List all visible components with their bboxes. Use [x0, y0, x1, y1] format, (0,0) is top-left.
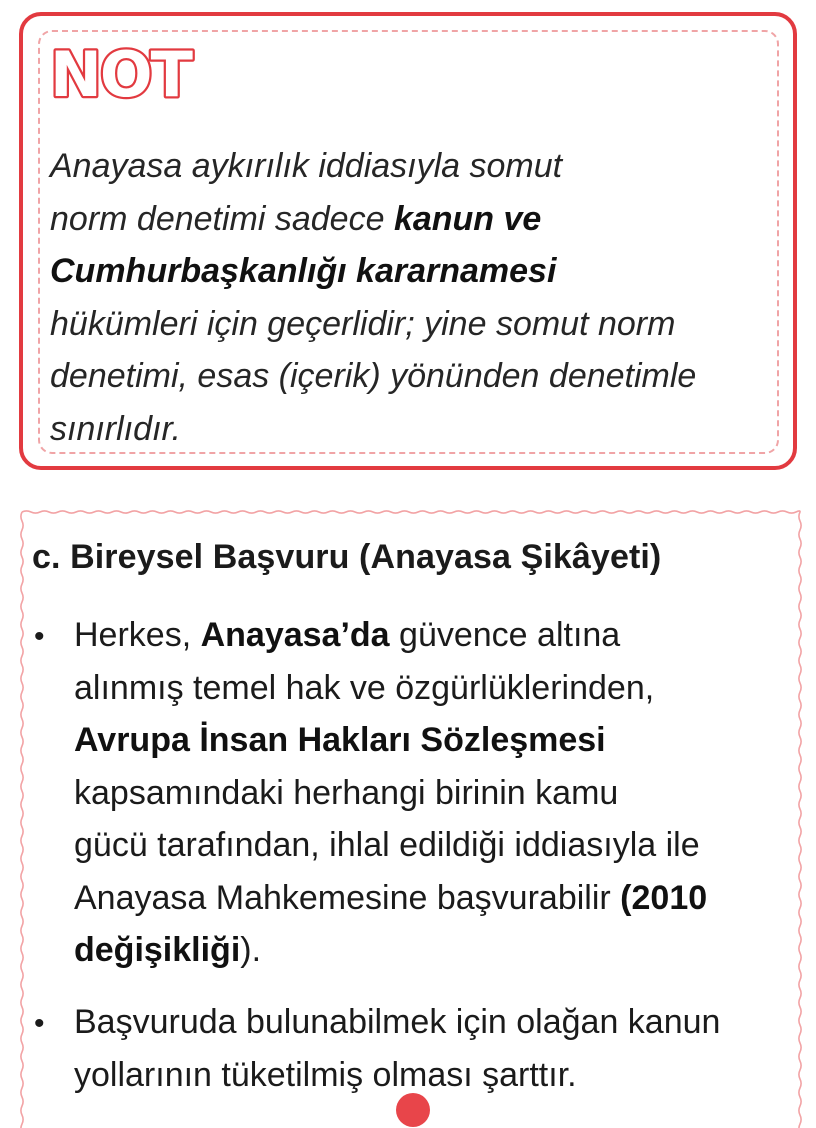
bullet-marker: •: [34, 620, 45, 653]
text-segment: Anayasa Mahkemesine başvurabilir: [74, 878, 621, 917]
text-segment: kapsamındaki herhangi birinin kamu: [74, 773, 619, 812]
text-segment: gücü tarafından, ihlal edildiği iddiasıyla ile: [74, 826, 700, 864]
note-line: [50, 245, 780, 298]
bold-text: değişikliği: [74, 931, 241, 969]
note-line: [50, 193, 780, 246]
text-segment: sınırlıdır.: [50, 409, 181, 448]
bold-text: kanun ve: [393, 199, 542, 238]
bullet-1-line: [74, 819, 794, 872]
bullet-1-line: [74, 609, 794, 662]
bullet-marker: •: [34, 1007, 45, 1040]
bold-text: (2010: [620, 878, 708, 917]
text-segment: denetimi, esas (içerik) yönünden denetimle: [50, 357, 697, 395]
text-segment: hükümleri için geçerlidir; yine somut norm: [50, 304, 676, 343]
bullet-1-line: [74, 872, 794, 925]
note-title: [44, 38, 204, 106]
note-body: [50, 140, 780, 455]
bullet-paragraph-2: [74, 996, 794, 1101]
note-line: [50, 298, 780, 351]
bullet-2-line: [74, 1049, 794, 1102]
note-title-text: NOT: [50, 38, 191, 106]
text-segment: ).: [240, 931, 262, 969]
bullet-1-line: [74, 924, 794, 977]
decorative-circle: [396, 1093, 430, 1127]
bold-text: Avrupa İnsan Hakları Sözleşmesi: [74, 721, 606, 759]
note-line: [50, 140, 780, 193]
text-segment: güvence altına: [389, 616, 621, 654]
bold-text: Cumhurbaşkanlığı kararnamesi: [50, 252, 557, 290]
text-segment: Başvuruda bulunabilmek için olağan kanun: [74, 1003, 721, 1041]
text-segment: yollarının tüketilmiş olması şarttır.: [74, 1055, 577, 1094]
bullet-1-line: [74, 714, 794, 767]
section-heading: c. Bireysel Başvuru (Anayasa Şikâyeti): [32, 538, 662, 576]
text-segment: norm denetimi sadece: [50, 199, 394, 238]
text-segment: Anayasa aykırılık iddiasıyla somut: [50, 147, 563, 185]
bullet-paragraph-1: [74, 609, 794, 977]
bullet-2-line: [74, 996, 794, 1049]
bold-text: Anayasa’da: [200, 616, 390, 654]
text-segment: alınmış temel hak ve özgürlüklerinden,: [74, 668, 655, 707]
text-segment: Herkes,: [74, 616, 201, 654]
bullet-1-line: [74, 767, 794, 820]
note-line: [50, 350, 780, 403]
note-line: [50, 403, 780, 456]
bullet-1-line: [74, 662, 794, 715]
